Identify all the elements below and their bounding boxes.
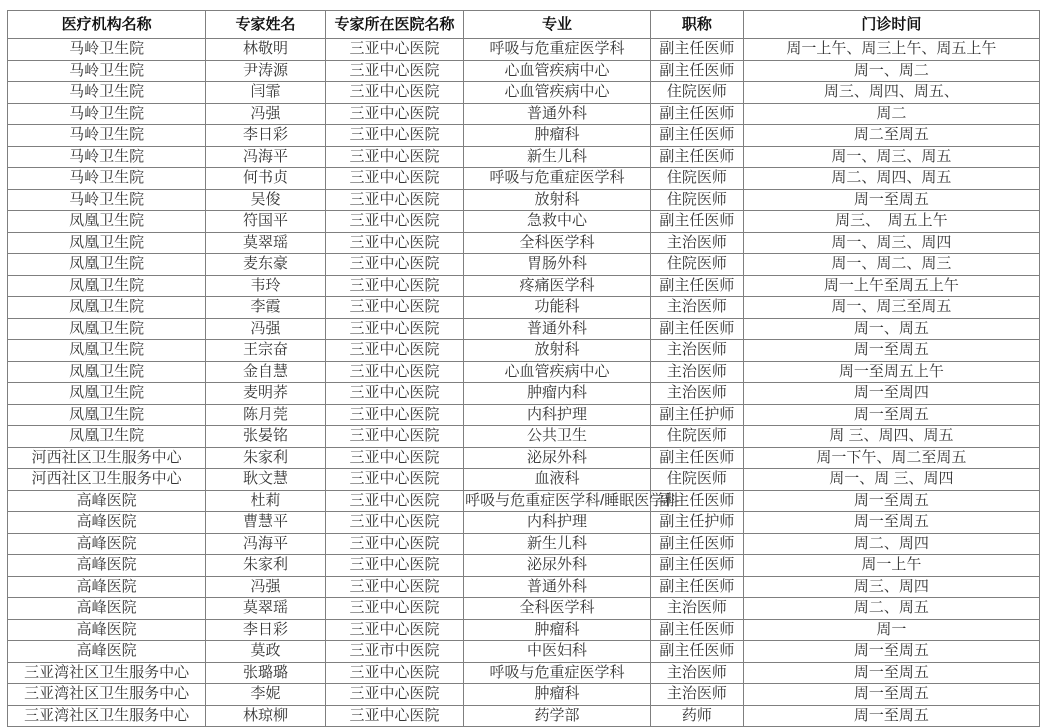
- table-row: [8, 232, 1040, 254]
- table-cell: 三亚湾社区卫生服务中心: [8, 705, 206, 727]
- table-cell: 三亚中心医院: [325, 469, 463, 491]
- table-cell: 三亚中心医院: [325, 619, 463, 641]
- table-row: [8, 555, 1040, 577]
- table-cell: 王宗奋: [206, 340, 326, 362]
- table-row: [8, 254, 1040, 276]
- table-row: [8, 82, 1040, 104]
- table-cell: 莫翠瑶: [206, 598, 326, 620]
- table-cell: 陈月莞: [206, 404, 326, 426]
- table-cell: 马岭卫生院: [8, 82, 206, 104]
- table-cell: 周一至周五: [743, 662, 1039, 684]
- table-cell: 副主任医师: [650, 490, 743, 512]
- table-row: [8, 318, 1040, 340]
- table-cell: 李日彩: [206, 125, 326, 147]
- table-cell: 三亚中心医院: [325, 125, 463, 147]
- table-cell: 三亚中心医院: [325, 361, 463, 383]
- table-cell: 冯海平: [206, 533, 326, 555]
- table-cell: 周三、周四: [743, 576, 1039, 598]
- table-cell: 三亚湾社区卫生服务中心: [8, 684, 206, 706]
- table-cell: 三亚中心医院: [325, 533, 463, 555]
- table-cell: 朱家利: [206, 555, 326, 577]
- table-cell: 林琼柳: [206, 705, 326, 727]
- table-cell: 三亚中心医院: [325, 82, 463, 104]
- table-cell: 普通外科: [464, 103, 651, 125]
- table-cell: 血液科: [464, 469, 651, 491]
- table-cell: 功能科: [464, 297, 651, 319]
- table-row: [8, 60, 1040, 82]
- table-cell: 三亚中心医院: [325, 39, 463, 61]
- table-cell: 李霞: [206, 297, 326, 319]
- table-cell: 副主任医师: [650, 125, 743, 147]
- table-row: [8, 39, 1040, 61]
- table-cell: 周一至周五: [743, 404, 1039, 426]
- table-cell: 三亚中心医院: [325, 168, 463, 190]
- table-cell: 主治医师: [650, 684, 743, 706]
- table-cell: 三亚中心医院: [325, 555, 463, 577]
- table-cell: 疼痛医学科: [464, 275, 651, 297]
- table-cell: 三亚中心医院: [325, 103, 463, 125]
- table-row: [8, 383, 1040, 405]
- table-cell: 周二至周五: [743, 125, 1039, 147]
- table-cell: 三亚中心医院: [325, 490, 463, 512]
- table-cell: 三亚中心医院: [325, 684, 463, 706]
- table-cell: 周一至周五: [743, 340, 1039, 362]
- table-cell: 张晏铭: [206, 426, 326, 448]
- table-cell: 三亚中心医院: [325, 254, 463, 276]
- table-cell: 李妮: [206, 684, 326, 706]
- table-cell: 三亚中心医院: [325, 383, 463, 405]
- table-cell: 马岭卫生院: [8, 39, 206, 61]
- table-cell: 周一至周四: [743, 383, 1039, 405]
- table-cell: 周一、周 三、周四: [743, 469, 1039, 491]
- table-row: [8, 146, 1040, 168]
- table-cell: 呼吸与危重症医学科: [464, 662, 651, 684]
- table-cell: 副主任医师: [650, 146, 743, 168]
- table-cell: 河西社区卫生服务中心: [8, 447, 206, 469]
- table-cell: 呼吸与危重症医学科: [464, 168, 651, 190]
- table-cell: 凤凰卫生院: [8, 211, 206, 233]
- table-cell: 肿瘤科: [464, 684, 651, 706]
- table-cell: 周二: [743, 103, 1039, 125]
- table-cell: 周一、周二、周三: [743, 254, 1039, 276]
- table-cell: 冯强: [206, 103, 326, 125]
- table-cell: 三亚中心医院: [325, 60, 463, 82]
- table-cell: 三亚湾社区卫生服务中心: [8, 662, 206, 684]
- table-row: [8, 426, 1040, 448]
- table-cell: 主治医师: [650, 340, 743, 362]
- table-row: [8, 361, 1040, 383]
- table-cell: 周二、周五: [743, 598, 1039, 620]
- table-cell: 呼吸与危重症医学科: [464, 39, 651, 61]
- table-cell: 新生儿科: [464, 533, 651, 555]
- table-cell: 高峰医院: [8, 576, 206, 598]
- table-cell: 普通外科: [464, 318, 651, 340]
- table-row: [8, 469, 1040, 491]
- table-cell: 朱家利: [206, 447, 326, 469]
- table-row: [8, 576, 1040, 598]
- table-row: [8, 404, 1040, 426]
- table-row: [8, 447, 1040, 469]
- table-cell: 麦明荞: [206, 383, 326, 405]
- table-cell: 曹慧平: [206, 512, 326, 534]
- table-cell: 肿瘤科: [464, 619, 651, 641]
- table-cell: 三亚中心医院: [325, 447, 463, 469]
- table-cell: 副主任医师: [650, 447, 743, 469]
- table-cell: 主治医师: [650, 232, 743, 254]
- table-cell: 周三、周四、周五、: [743, 82, 1039, 104]
- table-header-row: [8, 11, 1040, 39]
- table-cell: 凤凰卫生院: [8, 426, 206, 448]
- table-cell: 中医妇科: [464, 641, 651, 663]
- col-header-expert-name: 专家姓名: [206, 11, 326, 39]
- table-cell: 三亚中心医院: [325, 189, 463, 211]
- table-cell: 住院医师: [650, 82, 743, 104]
- table-cell: 冯强: [206, 576, 326, 598]
- table-cell: 三亚中心医院: [325, 512, 463, 534]
- table-cell: 三亚中心医院: [325, 146, 463, 168]
- table-cell: 住院医师: [650, 254, 743, 276]
- table-cell: 符国平: [206, 211, 326, 233]
- table-row: [8, 619, 1040, 641]
- table-cell: 凤凰卫生院: [8, 232, 206, 254]
- table-cell: 周一至周五: [743, 705, 1039, 727]
- table-cell: 周三、 周五上午: [743, 211, 1039, 233]
- table-row: [8, 189, 1040, 211]
- table-row: [8, 297, 1040, 319]
- table-cell: 主治医师: [650, 383, 743, 405]
- table-cell: 主治医师: [650, 297, 743, 319]
- table-cell: 副主任医师: [650, 39, 743, 61]
- col-header-title: 职称: [650, 11, 743, 39]
- table-cell: 药师: [650, 705, 743, 727]
- table-cell: 心血管疾病中心: [464, 60, 651, 82]
- table-cell: 耿文慧: [206, 469, 326, 491]
- table-cell: 三亚中心医院: [325, 318, 463, 340]
- table-row: [8, 533, 1040, 555]
- table-cell: 呼吸与危重症医学科/睡眠医学科: [464, 490, 651, 512]
- table-cell: 周一至周五: [743, 512, 1039, 534]
- table-cell: 尹涛源: [206, 60, 326, 82]
- table-cell: 凤凰卫生院: [8, 340, 206, 362]
- experts-schedule-table: [7, 10, 1040, 727]
- table-cell: 副主任医师: [650, 641, 743, 663]
- table-cell: 主治医师: [650, 662, 743, 684]
- table-cell: 周一、周五: [743, 318, 1039, 340]
- table-cell: 内科护理: [464, 512, 651, 534]
- table-row: [8, 641, 1040, 663]
- table-row: [8, 275, 1040, 297]
- table-cell: 心血管疾病中心: [464, 82, 651, 104]
- table-cell: 副主任医师: [650, 555, 743, 577]
- table-cell: 周一、周三、周四: [743, 232, 1039, 254]
- table-cell: 放射科: [464, 189, 651, 211]
- table-cell: 凤凰卫生院: [8, 318, 206, 340]
- table-cell: 凤凰卫生院: [8, 254, 206, 276]
- table-cell: 副主任护师: [650, 404, 743, 426]
- table-row: [8, 340, 1040, 362]
- table-cell: 普通外科: [464, 576, 651, 598]
- table-row: [8, 211, 1040, 233]
- table-cell: 三亚中心医院: [325, 598, 463, 620]
- table-cell: 副主任医师: [650, 318, 743, 340]
- table-cell: 冯海平: [206, 146, 326, 168]
- col-header-specialty: 专业: [464, 11, 651, 39]
- table-row: [8, 490, 1040, 512]
- table-cell: 高峰医院: [8, 598, 206, 620]
- table-cell: 主治医师: [650, 361, 743, 383]
- table-cell: 三亚中心医院: [325, 211, 463, 233]
- table-cell: 药学部: [464, 705, 651, 727]
- table-cell: 住院医师: [650, 168, 743, 190]
- table-cell: 冯强: [206, 318, 326, 340]
- table-cell: 高峰医院: [8, 533, 206, 555]
- table-cell: 凤凰卫生院: [8, 383, 206, 405]
- table-cell: 副主任医师: [650, 576, 743, 598]
- table-cell: 莫翠瑶: [206, 232, 326, 254]
- table-cell: 张璐璐: [206, 662, 326, 684]
- table-cell: 三亚中心医院: [325, 576, 463, 598]
- table-cell: 高峰医院: [8, 619, 206, 641]
- table-cell: 林敬明: [206, 39, 326, 61]
- col-header-institution: 医疗机构名称: [8, 11, 206, 39]
- table-row: [8, 103, 1040, 125]
- table-cell: 放射科: [464, 340, 651, 362]
- table-cell: 高峰医院: [8, 512, 206, 534]
- table-cell: 凤凰卫生院: [8, 404, 206, 426]
- table-cell: 副主任医师: [650, 60, 743, 82]
- table-cell: 内科护理: [464, 404, 651, 426]
- table-cell: 李日彩: [206, 619, 326, 641]
- table-cell: 凤凰卫生院: [8, 297, 206, 319]
- table-cell: 主治医师: [650, 598, 743, 620]
- table-cell: 住院医师: [650, 469, 743, 491]
- table-cell: 高峰医院: [8, 490, 206, 512]
- table-cell: 莫政: [206, 641, 326, 663]
- table-cell: 泌尿外科: [464, 555, 651, 577]
- table-cell: 急救中心: [464, 211, 651, 233]
- table-cell: 高峰医院: [8, 641, 206, 663]
- table-cell: 副主任医师: [650, 211, 743, 233]
- table-cell: 泌尿外科: [464, 447, 651, 469]
- table-row: [8, 168, 1040, 190]
- table-cell: 马岭卫生院: [8, 103, 206, 125]
- table-cell: 三亚中心医院: [325, 340, 463, 362]
- table-cell: 副主任医师: [650, 533, 743, 555]
- table-cell: 全科医学科: [464, 232, 651, 254]
- table-cell: 何书贞: [206, 168, 326, 190]
- table-cell: 新生儿科: [464, 146, 651, 168]
- table-row: [8, 598, 1040, 620]
- table-cell: 周一上午至周五上午: [743, 275, 1039, 297]
- table-cell: 三亚中心医院: [325, 297, 463, 319]
- table-cell: 胃肠外科: [464, 254, 651, 276]
- table-cell: 三亚中心医院: [325, 662, 463, 684]
- table-row: [8, 125, 1040, 147]
- table-cell: 副主任医师: [650, 103, 743, 125]
- table-cell: 麦东豪: [206, 254, 326, 276]
- table-cell: 马岭卫生院: [8, 60, 206, 82]
- col-header-clinic-hours: 门诊时间: [743, 11, 1039, 39]
- table-cell: 凤凰卫生院: [8, 275, 206, 297]
- table-cell: 河西社区卫生服务中心: [8, 469, 206, 491]
- table-cell: 周一下午、周二至周五: [743, 447, 1039, 469]
- table-cell: 三亚中心医院: [325, 404, 463, 426]
- table-cell: 副主任护师: [650, 512, 743, 534]
- table-cell: 凤凰卫生院: [8, 361, 206, 383]
- table-cell: 韦玲: [206, 275, 326, 297]
- table-cell: 马岭卫生院: [8, 189, 206, 211]
- table-cell: 周二、周四、周五: [743, 168, 1039, 190]
- table-cell: 心血管疾病中心: [464, 361, 651, 383]
- table-cell: 周一、周二: [743, 60, 1039, 82]
- table-cell: 高峰医院: [8, 555, 206, 577]
- table-cell: 三亚中心医院: [325, 426, 463, 448]
- table-row: [8, 705, 1040, 727]
- table-cell: 周 三、周四、周五: [743, 426, 1039, 448]
- table-cell: 马岭卫生院: [8, 146, 206, 168]
- table-cell: 住院医师: [650, 189, 743, 211]
- table-cell: 周一至周五上午: [743, 361, 1039, 383]
- table-cell: 金自慧: [206, 361, 326, 383]
- table-cell: 杜莉: [206, 490, 326, 512]
- table-row: [8, 512, 1040, 534]
- table-cell: 周一至周五: [743, 189, 1039, 211]
- table-cell: 三亚市中医院: [325, 641, 463, 663]
- table-row: [8, 684, 1040, 706]
- table-cell: 住院医师: [650, 426, 743, 448]
- table-cell: 周一至周五: [743, 490, 1039, 512]
- table-cell: 周一、周三、周五: [743, 146, 1039, 168]
- table-cell: 周二、周四: [743, 533, 1039, 555]
- table-cell: 三亚中心医院: [325, 232, 463, 254]
- table-cell: 马岭卫生院: [8, 168, 206, 190]
- table-cell: 周一、周三至周五: [743, 297, 1039, 319]
- table-cell: 三亚中心医院: [325, 275, 463, 297]
- table-cell: 三亚中心医院: [325, 705, 463, 727]
- table-body: [8, 39, 1040, 727]
- table-cell: 马岭卫生院: [8, 125, 206, 147]
- table-cell: 周一上午: [743, 555, 1039, 577]
- table-cell: 全科医学科: [464, 598, 651, 620]
- table-cell: 吴俊: [206, 189, 326, 211]
- table-cell: 公共卫生: [464, 426, 651, 448]
- table-cell: 周一至周五: [743, 641, 1039, 663]
- table-cell: 副主任医师: [650, 275, 743, 297]
- table-row: [8, 662, 1040, 684]
- table-cell: 周一上午、周三上午、周五上午: [743, 39, 1039, 61]
- table-cell: 周一: [743, 619, 1039, 641]
- col-header-expert-hospital: 专家所在医院名称: [325, 11, 463, 39]
- table-cell: 副主任医师: [650, 619, 743, 641]
- table-cell: 肿瘤内科: [464, 383, 651, 405]
- table-cell: 闫霏: [206, 82, 326, 104]
- table-cell: 肿瘤科: [464, 125, 651, 147]
- table-cell: 周一至周五: [743, 684, 1039, 706]
